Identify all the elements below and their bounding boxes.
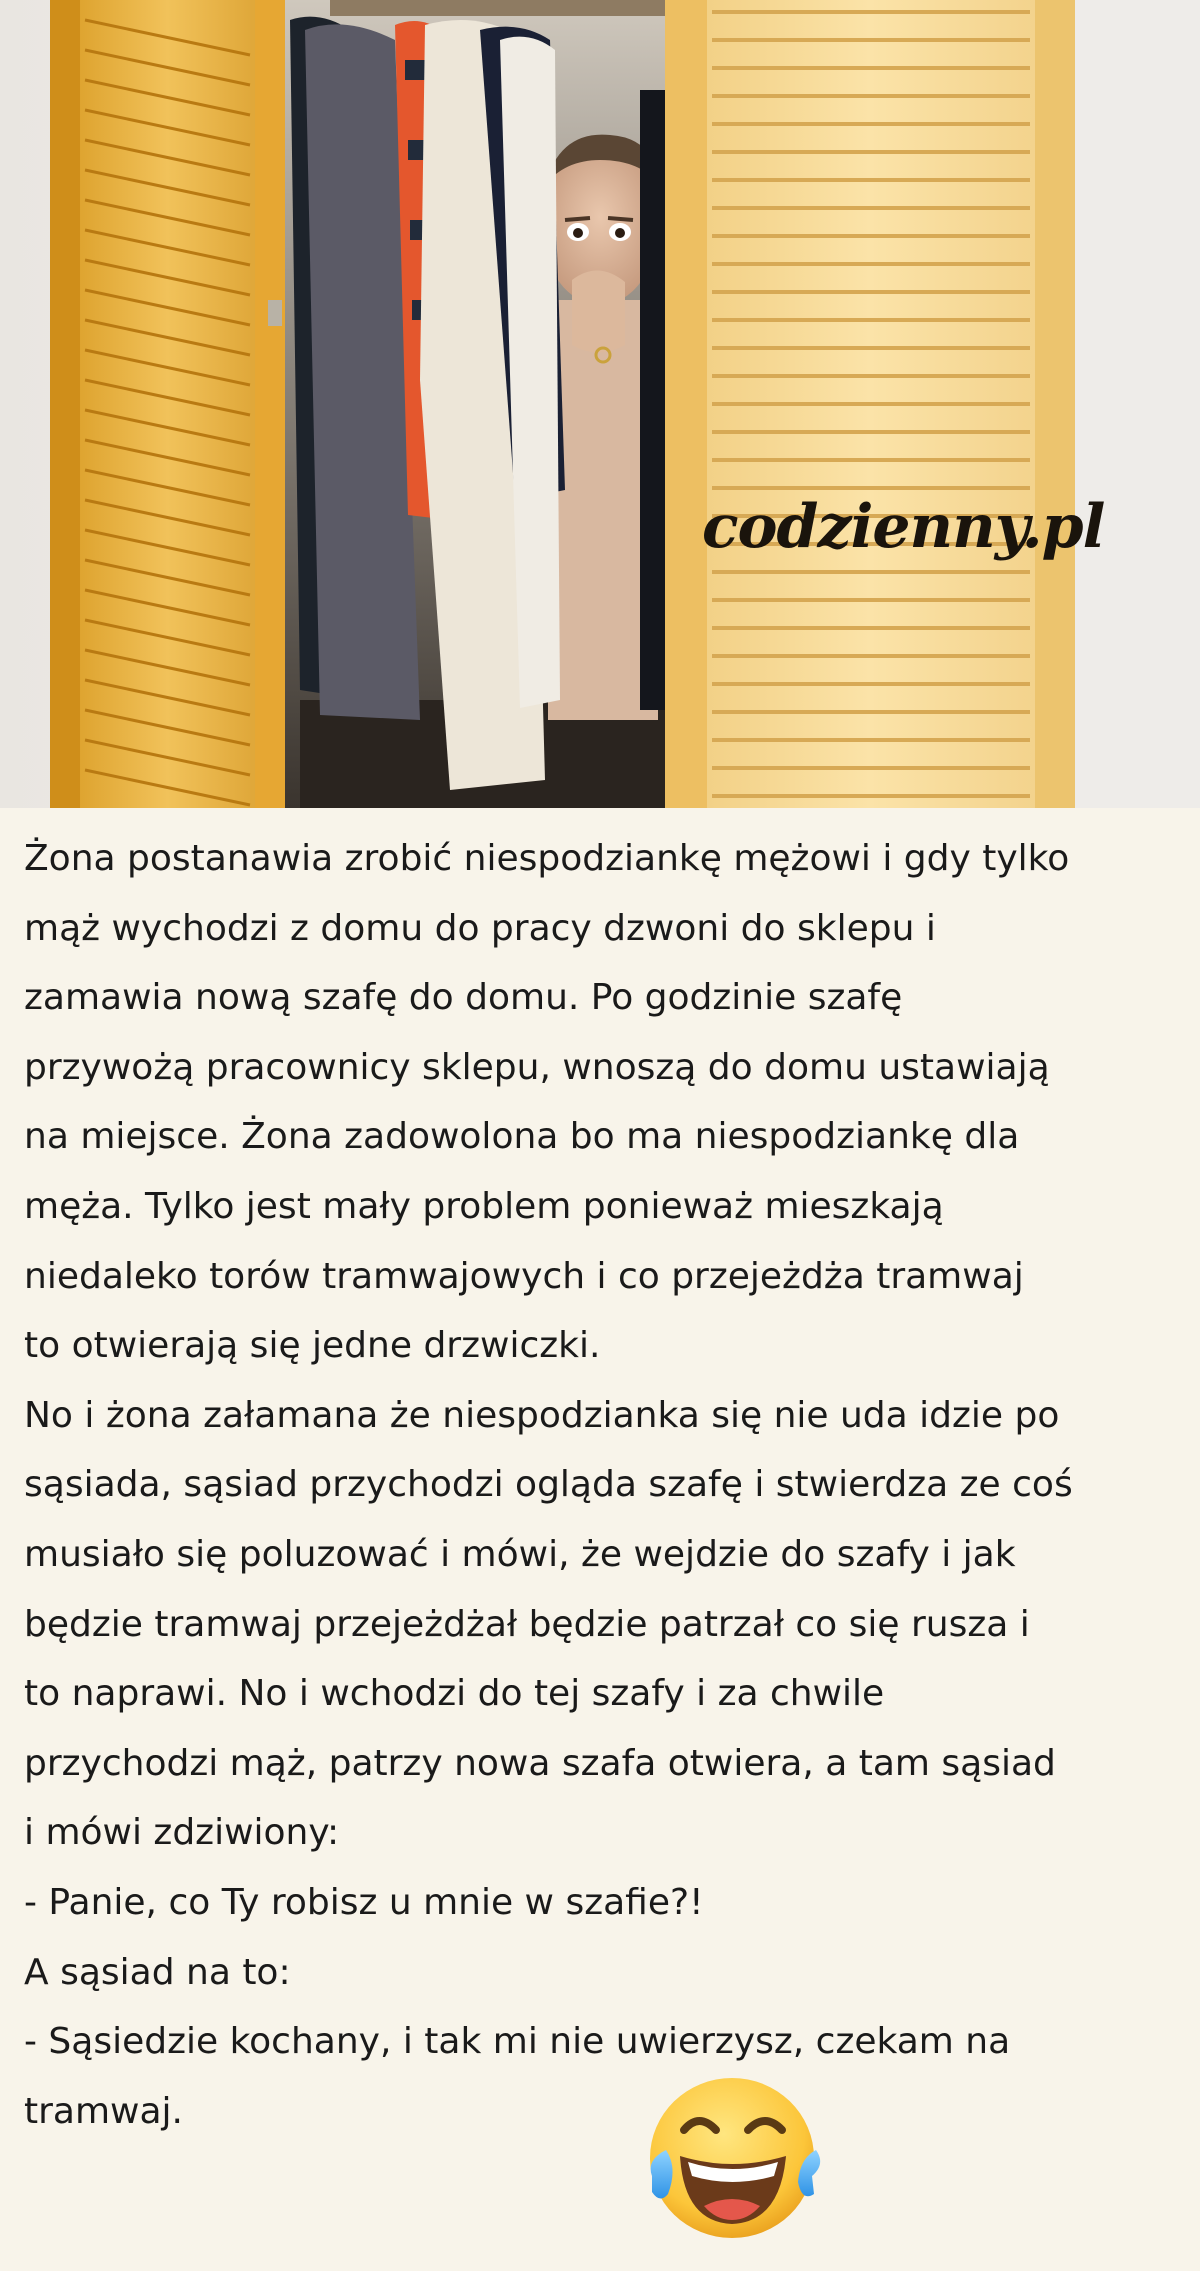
joke-line: Żona postanawia zrobić niespodziankę mężowi i gdy tylko <box>24 838 1070 879</box>
watermark-logo: codzienny.pl <box>702 492 1105 562</box>
joke-line: musiało się poluzować i mówi, że wejdzie do szafy i jak <box>24 1533 1016 1575</box>
joke-text <box>24 824 1184 2146</box>
joke-line: niedaleko torów tramwajowych i co przejeżdża tramwaj <box>24 1255 1024 1297</box>
joke-line: męża. Tylko jest mały problem ponieważ mieszkają <box>24 1185 944 1227</box>
joke-line: No i żona załamana że niespodzianka się nie uda idzie po <box>24 1394 1060 1436</box>
joke-line: A sąsiad na to: <box>24 1951 291 1993</box>
joke-line: tramwaj. <box>24 2090 183 2132</box>
joke-line: mąż wychodzi z domu do pracy dzwoni do sklepu i <box>24 907 936 949</box>
joke-line: - Sąsiedzie kochany, i tak mi nie uwierzysz, czekam na <box>24 2021 1011 2063</box>
joke-line: zamawia nową szafę do domu. Po godzinie szafę <box>24 977 903 1019</box>
joke-line: to naprawi. No i wchodzi do tej szafy i za chwile <box>24 1673 885 1715</box>
face-with-tears-of-joy-icon <box>644 2072 830 2242</box>
joke-line: to otwierają się jedne drzwiczki. <box>24 1325 601 1367</box>
joke-line: przywożą pracownicy sklepu, wnoszą do domu ustawiają <box>24 1046 1050 1088</box>
joke-line: - Panie, co Ty robisz u mnie w szafie?! <box>24 1881 704 1923</box>
joke-line: sąsiada, sąsiad przychodzi ogląda szafę i stwierdza ze coś <box>24 1464 1073 1506</box>
joke-line: i mówi zdziwiony: <box>24 1812 340 1854</box>
wardrobe-photo <box>0 0 1200 808</box>
joke-line: na miejsce. Żona zadowolona bo ma niespodziankę dla <box>24 1116 1020 1158</box>
joke-line: będzie tramwaj przejeżdżał będzie patrzał co się rusza i <box>24 1603 1030 1645</box>
joke-line: przychodzi mąż, patrzy nowa szafa otwiera, a tam sąsiad <box>24 1742 1056 1784</box>
